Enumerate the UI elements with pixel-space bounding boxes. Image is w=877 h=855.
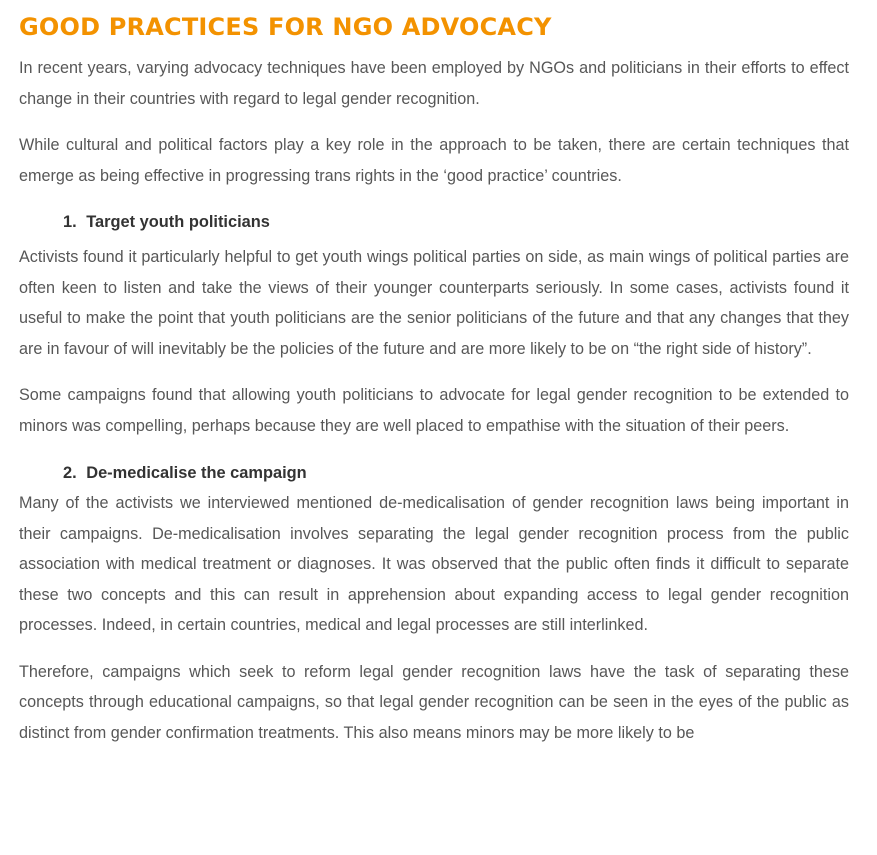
intro-paragraph-1: In recent years, varying advocacy techniques have been employed by NGOs and politicians in their efforts to effect change in their countries with regard to legal gender recognition.: [19, 59, 849, 108]
section-heading-text: Target youth politicians: [86, 213, 270, 231]
intro-paragraph-2: While cultural and political factors play a key role in the approach to be taken, there are certain techniques that emerge as being effective in progressing trans rights in the ‘good practice’ countries.: [19, 136, 849, 185]
section-2-paragraph-1: Many of the activists we interviewed mentioned de-medicalisation of gender recognition laws being important in their campaigns. De-medicalisation involves separating the legal gender recognition process from the public association with medical treatment or diagnoses. It was observed that the public often finds it difficult to separate these two concepts and this can result in apprehension about expanding access to legal gender recognition processes. Indeed, in certain countries, medical and legal processes are still interlinked.: [19, 494, 849, 634]
page-title: GOOD PRACTICES FOR NGO ADVOCACY: [19, 13, 552, 41]
section-number: 1.: [63, 213, 77, 231]
section-number: 2.: [63, 464, 77, 482]
section-heading-text: De-medicalise the campaign: [86, 464, 307, 482]
section-heading-de-medicalise: [19, 458, 849, 488]
section-1-paragraph-2: Some campaigns found that allowing youth politicians to advocate for legal gender recognition to be extended to minors was compelling, perhaps because they are well placed to empathise with the situation of their peers.: [19, 386, 849, 435]
section-1-paragraph-1: Activists found it particularly helpful to get youth wings political parties on side, as main wings of political parties are often keen to listen and take the views of their younger counterparts seriously. In some cases, activists found it useful to make the point that youth politicians are the senior politicians of the future and that any changes that they are in favour of will inevitably be the policies of the future and are more likely to be on “the right side of history”.: [19, 248, 849, 358]
section-heading-youth-politicians: [19, 207, 849, 237]
section-2-paragraph-2: Therefore, campaigns which seek to reform legal gender recognition laws have the task of separating these concepts through educational campaigns, so that legal gender recognition can be seen in the eyes of the public as distinct from gender confirmation treatments. This also means minors may be more likely to be: [19, 662, 849, 742]
document-page: [19, 0, 849, 748]
